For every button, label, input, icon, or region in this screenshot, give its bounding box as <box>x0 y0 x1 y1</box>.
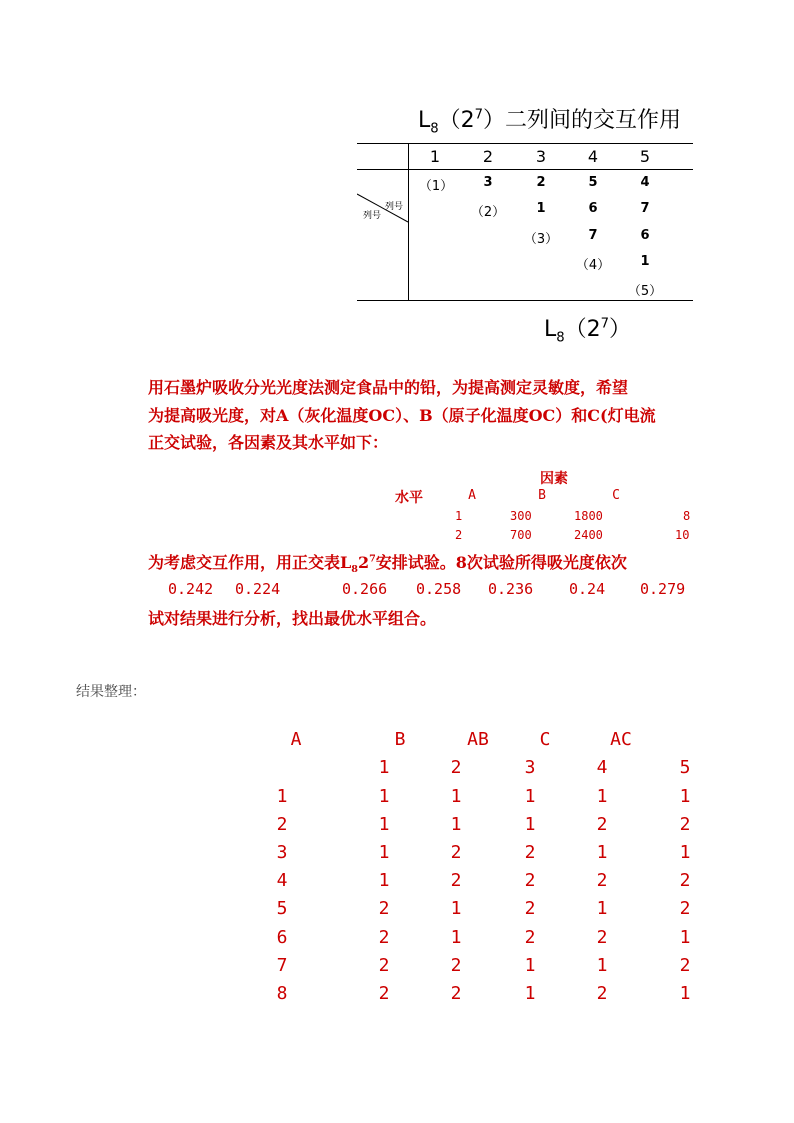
absorbance-value: 0.242 <box>168 580 214 598</box>
level-cell: 1 <box>679 926 691 948</box>
col-number: 1 <box>378 757 390 778</box>
factor-header: B <box>394 729 406 750</box>
problem-line-1: 用石墨炉吸收分光光度法测定食品中的铅，为提高测定灵敏度，希望 <box>148 378 629 397</box>
diag-cell: （2） <box>470 205 506 220</box>
level-cell: 2 <box>596 814 608 836</box>
level-cell: 1 <box>450 814 462 836</box>
level-cell: 1 <box>524 954 536 976</box>
table-cell: 7 <box>588 228 598 243</box>
level-cell: 2 <box>378 982 390 1004</box>
level-cell: 1 <box>378 870 390 892</box>
factor-header: AC <box>610 729 632 750</box>
absorbance-value: 0.236 <box>488 580 534 598</box>
level-cell: 1 <box>679 982 691 1004</box>
run-number: 8 <box>276 982 288 1004</box>
problem-line-4: 为考虑交互作用，用正交表$L_82^7$安排试验。8次试验所得吸光度依次 <box>148 553 627 576</box>
table-cell: 6 <box>588 201 598 216</box>
level-cell: 1 <box>596 786 608 807</box>
absorbance-value: 0.258 <box>416 580 462 598</box>
run-number: 5 <box>276 898 288 920</box>
col-header: 3 <box>535 147 547 166</box>
diag-cell: （4） <box>575 258 611 273</box>
col-header: 2 <box>482 147 494 166</box>
diag-cell: （3） <box>523 232 559 247</box>
col-header: 4 <box>587 147 599 166</box>
level-value-c: 8 <box>683 509 691 523</box>
level-cell: 2 <box>679 814 691 836</box>
level-cell: 1 <box>450 786 462 807</box>
diag-cell: （5） <box>627 284 663 299</box>
col-header: 1 <box>429 147 441 166</box>
level-cell: 2 <box>450 870 462 892</box>
level-cell: 2 <box>524 926 536 948</box>
level-cell: 1 <box>524 814 536 836</box>
level-cell: 1 <box>450 926 462 948</box>
level-value-a: 700 <box>510 528 532 542</box>
level-cell: 2 <box>524 870 536 892</box>
level-cell: 1 <box>378 814 390 836</box>
factor-name: C <box>612 488 620 503</box>
level-cell: 2 <box>596 870 608 892</box>
absorbance-value: 0.224 <box>235 580 281 598</box>
level-cell: 1 <box>378 786 390 807</box>
level-cell: 1 <box>378 842 390 864</box>
level-cell: 1 <box>596 898 608 920</box>
level-value-b: 1800 <box>574 509 603 523</box>
level-label: 水平 <box>395 490 423 506</box>
run-number: 7 <box>276 954 288 976</box>
level-cell: 2 <box>450 982 462 1004</box>
run-number: 4 <box>276 870 288 892</box>
level-cell: 1 <box>450 898 462 920</box>
table-bottom-rule <box>357 300 693 301</box>
interaction-table-caption: $L_8(2^7)$ <box>544 316 632 346</box>
level-cell: 1 <box>524 786 536 807</box>
table-cell: 5 <box>588 175 598 190</box>
level-cell: 2 <box>378 954 390 976</box>
factor-name: B <box>538 488 546 503</box>
level-value-b: 2400 <box>574 528 603 542</box>
col-number: 5 <box>679 757 691 778</box>
level-cell: 1 <box>679 842 691 864</box>
level-cell: 1 <box>596 842 608 864</box>
diag-label-left: 列号 <box>363 211 382 221</box>
table-cell: 3 <box>483 175 493 190</box>
level-cell: 2 <box>679 954 691 976</box>
level-cell: 2 <box>679 870 691 892</box>
level-cell: 2 <box>378 926 390 948</box>
level-cell: 2 <box>679 898 691 920</box>
level-number: 2 <box>455 528 463 542</box>
level-cell: 2 <box>378 898 390 920</box>
table-cell: 4 <box>640 175 650 190</box>
level-cell: 2 <box>596 926 608 948</box>
level-cell: 1 <box>679 786 691 807</box>
level-cell: 1 <box>524 982 536 1004</box>
level-cell: 2 <box>596 982 608 1004</box>
level-cell: 2 <box>524 842 536 864</box>
level-number: 1 <box>455 509 463 523</box>
col-header: 5 <box>639 147 651 166</box>
level-cell: 2 <box>524 898 536 920</box>
absorbance-value: 0.24 <box>569 580 606 598</box>
factor-header: C <box>539 729 551 750</box>
absorbance-value: 0.279 <box>640 580 686 598</box>
level-value-a: 300 <box>510 509 532 523</box>
absorbance-value: 0.266 <box>342 580 388 598</box>
factor-header: AB <box>467 729 489 750</box>
diag-label-top: 列号 <box>385 202 404 212</box>
table-cell: 1 <box>640 254 650 269</box>
col-number: 4 <box>596 757 608 778</box>
table-cell: 2 <box>536 175 546 190</box>
run-number: 3 <box>276 842 288 864</box>
problem-line-6: 试对结果进行分析，找出最优水平组合。 <box>148 609 437 628</box>
level-cell: 2 <box>450 954 462 976</box>
factor-title: 因素 <box>540 471 568 487</box>
factor-name: A <box>468 488 476 503</box>
problem-line-3: 正交试验，各因素及其水平如下： <box>148 433 389 452</box>
interaction-table-title: $L_8(2^7)$二列间的交互作用 <box>418 107 682 137</box>
table-cell: 1 <box>536 201 546 216</box>
col-number: 3 <box>524 757 536 778</box>
results-heading: 结果整理： <box>76 684 146 700</box>
run-number: 2 <box>276 814 288 836</box>
level-cell: 2 <box>450 842 462 864</box>
run-number: 1 <box>276 786 288 807</box>
col-number: 2 <box>450 757 462 778</box>
diag-cell: （1） <box>418 179 454 194</box>
table-cell: 6 <box>640 228 650 243</box>
table-cell: 7 <box>640 201 650 216</box>
level-cell: 1 <box>596 954 608 976</box>
problem-line-2: 为提高吸光度，对A（灰化温度OC）、B（原子化温度OC）和C(灯电流 <box>148 406 656 425</box>
run-number: 6 <box>276 926 288 948</box>
level-value-c: 10 <box>675 528 690 542</box>
factor-header: A <box>290 729 302 750</box>
